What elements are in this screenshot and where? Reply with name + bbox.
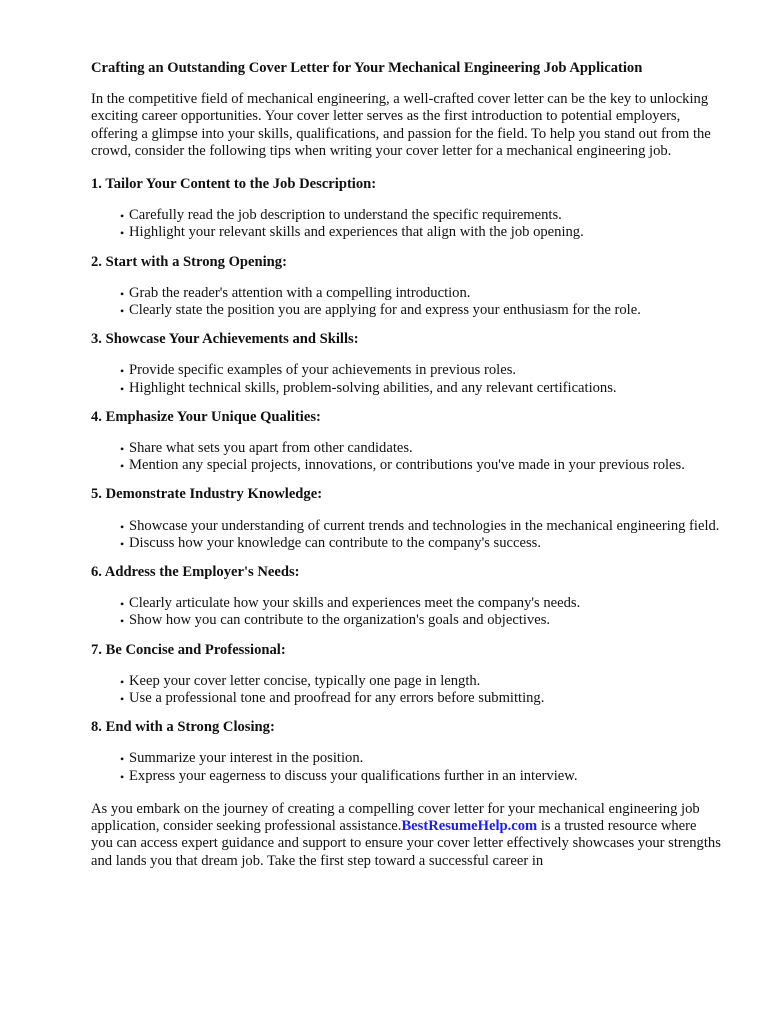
bullet-icon: • bbox=[120, 381, 125, 396]
list-item bbox=[91, 285, 721, 302]
list-item bbox=[91, 224, 721, 241]
bullet-icon: • bbox=[120, 442, 125, 457]
list-item-text: Discuss how your knowledge can contribute to the company's success. bbox=[129, 534, 541, 551]
bullet-icon: • bbox=[120, 364, 125, 379]
list-item-text: Clearly articulate how your skills and experiences meet the company's needs. bbox=[129, 595, 581, 612]
document-title: Crafting an Outstanding Cover Letter for Your Mechanical Engineering Job Application bbox=[91, 60, 643, 76]
tips-list bbox=[91, 362, 721, 396]
bestresumehelp-link[interactable]: BestResumeHelp.com bbox=[401, 818, 538, 835]
document-page bbox=[91, 60, 721, 870]
bullet-icon: • bbox=[120, 614, 125, 629]
section-heading: 5. Demonstrate Industry Knowledge: bbox=[91, 486, 323, 503]
intro-paragraph: In the competitive field of mechanical engineering, a well-crafted cover letter can be the key to unlocking exciting career opportunities. Your cover letter serves as the first introduction to potential employers, offering a glimpse into your skills, qualifications, and passion for the field. To help you stand out from the crowd, consider the following tips when writing your cover letter for a mechanical engineering job. bbox=[91, 91, 711, 159]
bullet-icon: • bbox=[120, 674, 125, 689]
list-item-text: Mention any special projects, innovations, or contributions you've made in your previous roles. bbox=[129, 457, 685, 474]
tips-list bbox=[91, 518, 721, 552]
list-item bbox=[91, 518, 721, 535]
list-item-text: Share what sets you apart from other candidates. bbox=[129, 440, 413, 457]
list-item-text: Show how you can contribute to the organization's goals and objectives. bbox=[129, 612, 551, 629]
bullet-icon: • bbox=[120, 459, 125, 474]
tips-list bbox=[91, 750, 721, 784]
section-heading: 7. Be Concise and Professional: bbox=[91, 641, 286, 658]
list-item bbox=[91, 207, 721, 224]
list-item bbox=[91, 750, 721, 767]
tips-list bbox=[91, 595, 721, 629]
list-item-text: Showcase your understanding of current trends and technologies in the mechanical engineering field. bbox=[129, 517, 720, 534]
list-item-text: Highlight your relevant skills and experiences that align with the job opening. bbox=[129, 224, 584, 241]
tips-list bbox=[91, 673, 721, 707]
section-heading: 2. Start with a Strong Opening: bbox=[91, 253, 287, 270]
bullet-icon: • bbox=[120, 209, 125, 224]
list-item-text: Clearly state the position you are applying for and express your enthusiasm for the role. bbox=[129, 302, 641, 319]
list-item bbox=[91, 457, 721, 474]
bullet-icon: • bbox=[120, 769, 125, 784]
list-item bbox=[91, 673, 721, 690]
closing-text-after-link: is a trusted resource where you can access expert guidance and support to ensure your cover letter effectively showcases your strengths and lands you that dream job. Take the first step toward a successful career in bbox=[91, 818, 721, 869]
tips-sections bbox=[91, 176, 721, 785]
list-item-text: Highlight technical skills, problem-solving abilities, and any relevant certifications. bbox=[129, 379, 617, 396]
bullet-icon: • bbox=[120, 692, 125, 707]
list-item bbox=[91, 362, 721, 379]
list-item bbox=[91, 302, 721, 319]
bullet-icon: • bbox=[120, 286, 125, 301]
list-item-text: Summarize your interest in the position. bbox=[129, 750, 364, 767]
list-item bbox=[91, 690, 721, 707]
list-item-text: Express your eagerness to discuss your qualifications further in an interview. bbox=[129, 767, 578, 784]
section-heading: 6. Address the Employer's Needs: bbox=[91, 564, 300, 581]
list-item bbox=[91, 595, 721, 612]
bullet-icon: • bbox=[120, 519, 125, 534]
tips-list bbox=[91, 285, 721, 319]
tips-list bbox=[91, 440, 721, 474]
list-item bbox=[91, 535, 721, 552]
bullet-icon: • bbox=[120, 752, 125, 767]
tips-list bbox=[91, 207, 721, 241]
list-item bbox=[91, 612, 721, 629]
section-heading: 4. Emphasize Your Unique Qualities: bbox=[91, 408, 321, 425]
list-item-text: Keep your cover letter concise, typically one page in length. bbox=[129, 672, 481, 689]
bullet-icon: • bbox=[120, 597, 125, 612]
list-item bbox=[91, 380, 721, 397]
bullet-icon: • bbox=[120, 226, 125, 241]
closing-paragraph bbox=[91, 801, 721, 870]
section-heading: 8. End with a Strong Closing: bbox=[91, 719, 275, 736]
closing-text-before-link: As you embark on the journey of creating a compelling cover letter for your mechanical engineering job application, consider seeking professional assistance. bbox=[91, 800, 700, 835]
list-item bbox=[91, 768, 721, 785]
bullet-icon: • bbox=[120, 536, 125, 551]
list-item-text: Grab the reader's attention with a compelling introduction. bbox=[129, 284, 471, 301]
bullet-icon: • bbox=[120, 304, 125, 319]
list-item-text: Provide specific examples of your achievements in previous roles. bbox=[129, 362, 517, 379]
section-heading: 3. Showcase Your Achievements and Skills: bbox=[91, 331, 359, 348]
list-item bbox=[91, 440, 721, 457]
section-heading: 1. Tailor Your Content to the Job Description: bbox=[91, 176, 377, 193]
list-item-text: Carefully read the job description to understand the specific requirements. bbox=[129, 207, 562, 224]
list-item-text: Use a professional tone and proofread for any errors before submitting. bbox=[129, 690, 545, 707]
